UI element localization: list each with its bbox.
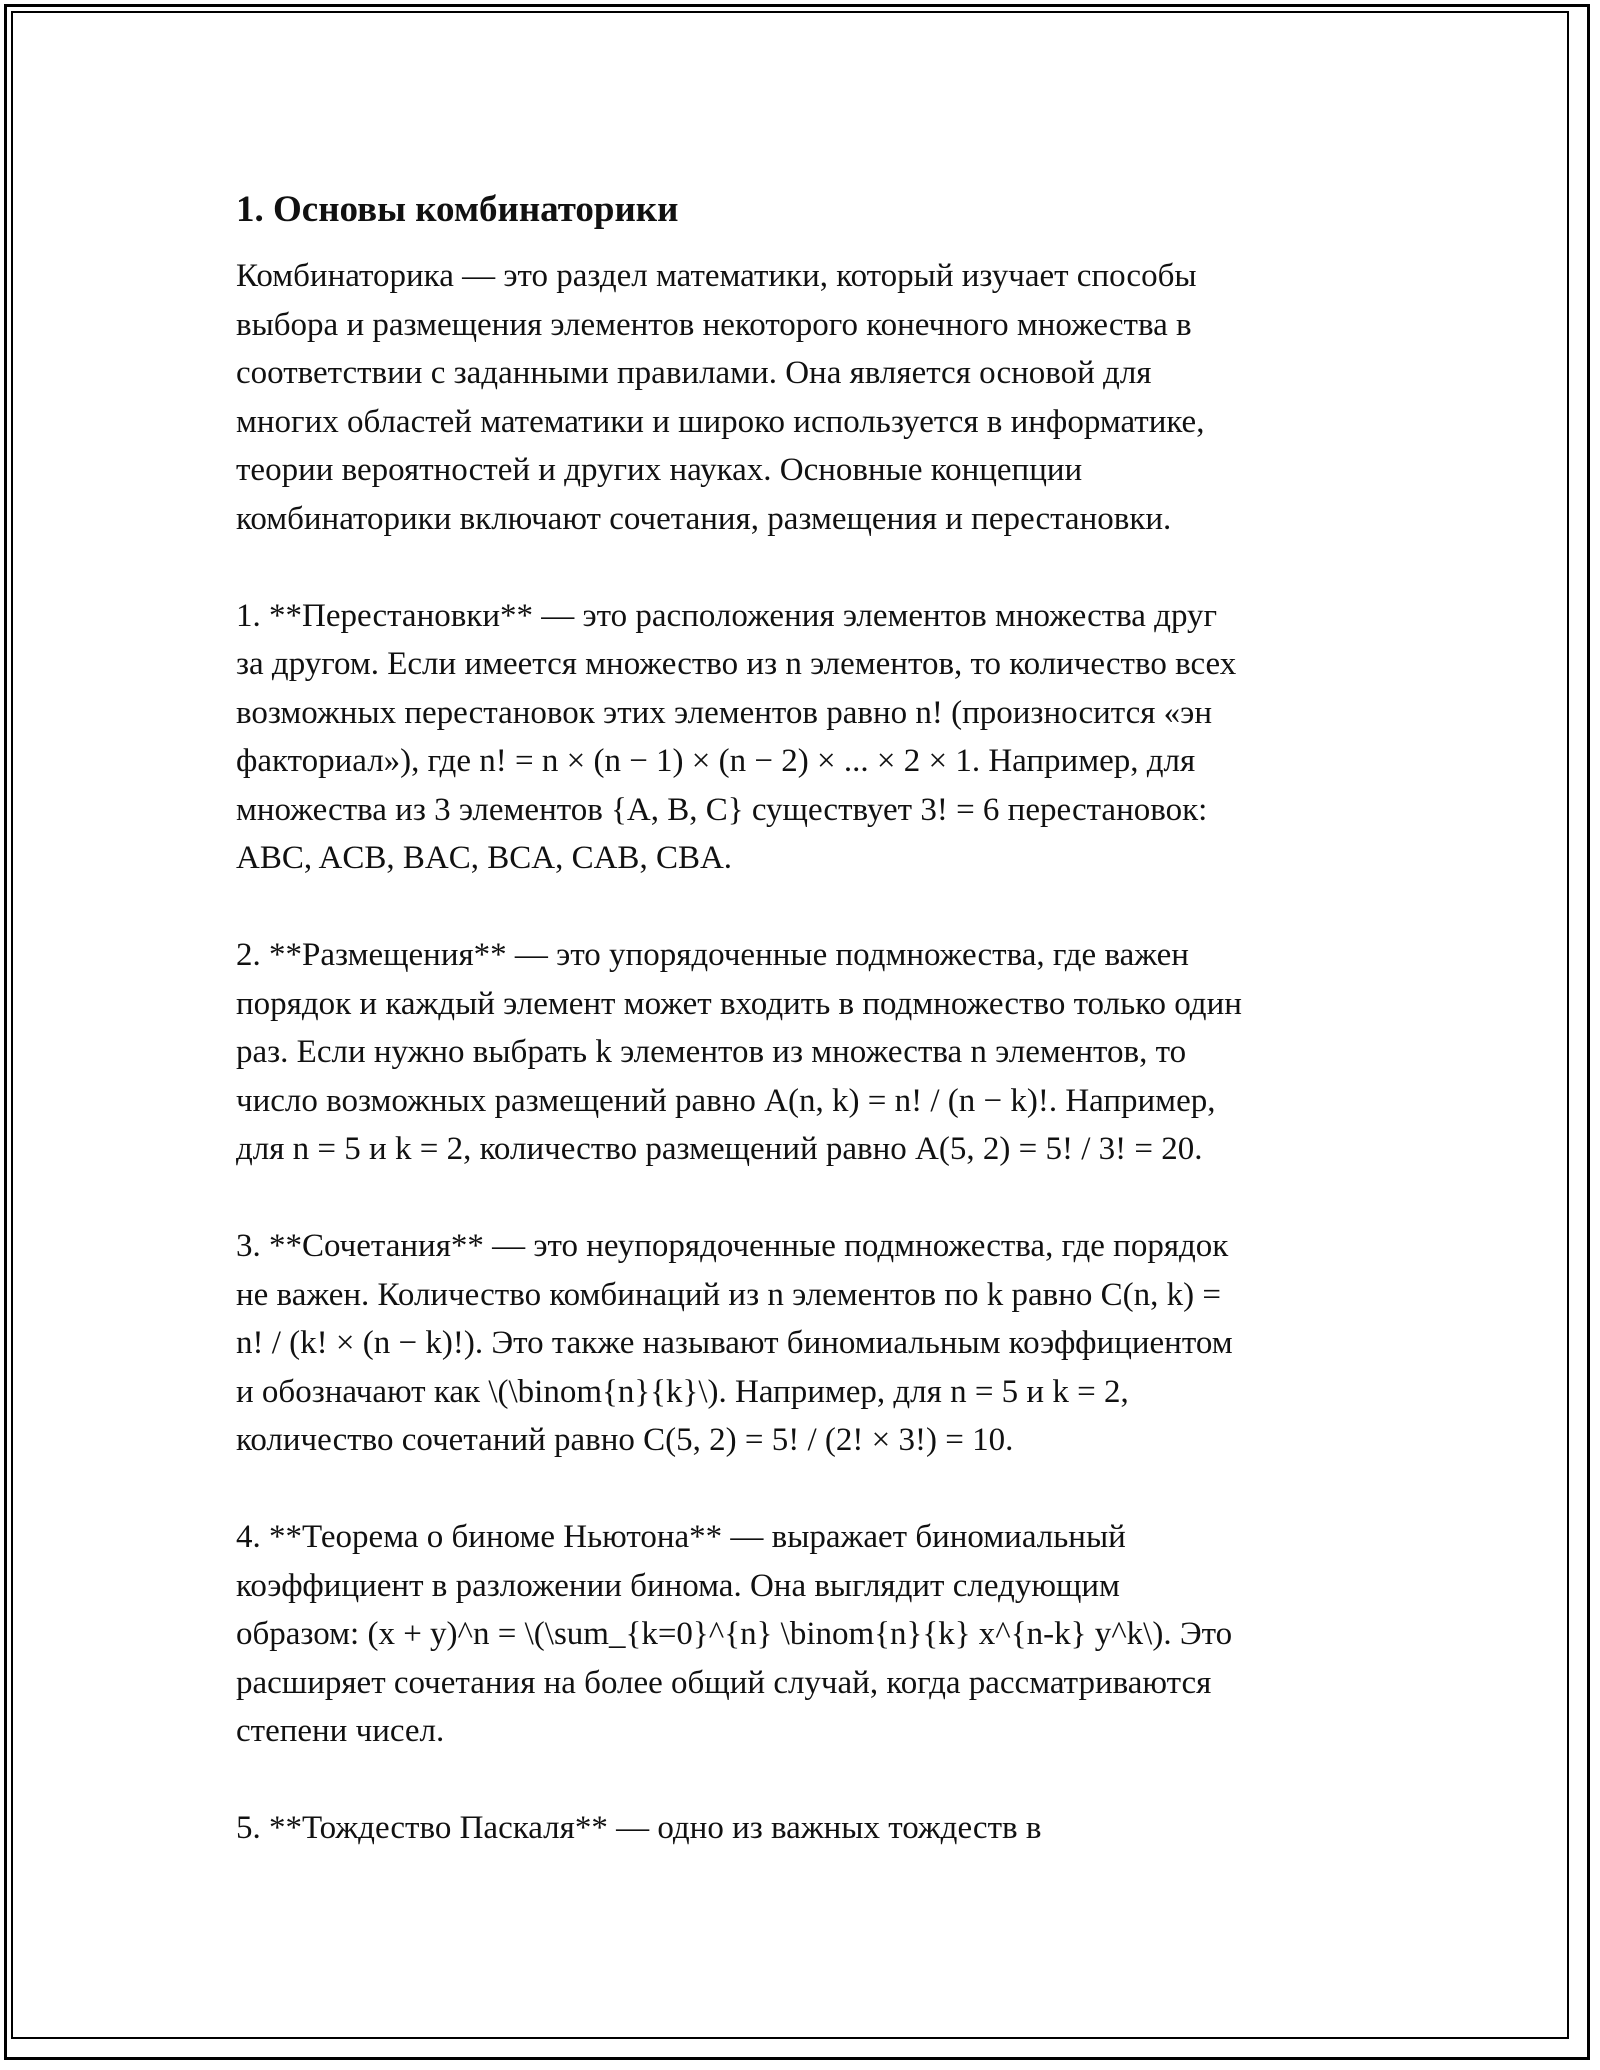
arrangements-paragraph: 2. **Размещения** — это упорядоченные подмножества, где важен порядок и каждый элемент может входить в подмножество только один раз. Если нужно выбрать k элементов из множества n элементов, то число возможных размещений равно A(n, k) = n! / (n − k)!. Например, для n = 5 и k = 2, количество размещений равно A(5, 2) = 5! / 3! = 20.: [236, 937, 1242, 1167]
document-body: [236, 186, 1376, 1901]
intro-paragraph: Комбинаторика — это раздел математики, который изучает способы выбора и размещения элементов некоторого конечного множества в соответствии с заданными правилами. Она является основой для многих областей математики и широко используется в информатике, теории вероятностей и других науках. Основные концепции комбинаторики включают сочетания, размещения и перестановки.: [236, 258, 1205, 537]
permutations-paragraph: 1. **Перестановки** — это расположения элементов множества друг за другом. Если имеется множество из n элементов, то количество всех возможных перестановок этих элементов равно n! (произносится «эн факториал»), где n! = n × (n − 1) × (n − 2) × ... × 2 × 1. Например, для множества из 3 элементов {A, B, C} существует 3! = 6 перестановок: ABC, ACB, BAC, BCA, CAB, CBA.: [236, 597, 1237, 876]
combinations-paragraph: 3. **Сочетания** — это неупорядоченные подмножества, где порядок не важен. Количество комбинаций из n элементов по k равно C(n, k) = n! / (k! × (n − k)!). Это также называют биномиальным коэффициентом и обозначают как \(\binom{n}{k}\). Например, для n = 5 и k = 2, количество сочетаний равно C(5, 2) = 5! / (2! × 3!) = 10.: [236, 1228, 1233, 1458]
binomial-theorem-paragraph: 4. **Теорема о биноме Ньютона** — выражает биномиальный коэффициент в разложении бинома. Она выглядит следующим образом: (x + y)^n = \(\sum_{k=0}^{n} \binom{n}{k} x^{n-k} y^k\). Это расширяет сочетания на более общий случай, когда рассматриваются степени чисел.: [236, 1519, 1233, 1749]
pascal-identity-paragraph: 5. **Тождество Паскаля** — одно из важных тождеств в: [236, 1810, 1042, 1846]
section-heading: 1. Основы комбинаторики: [236, 189, 679, 230]
